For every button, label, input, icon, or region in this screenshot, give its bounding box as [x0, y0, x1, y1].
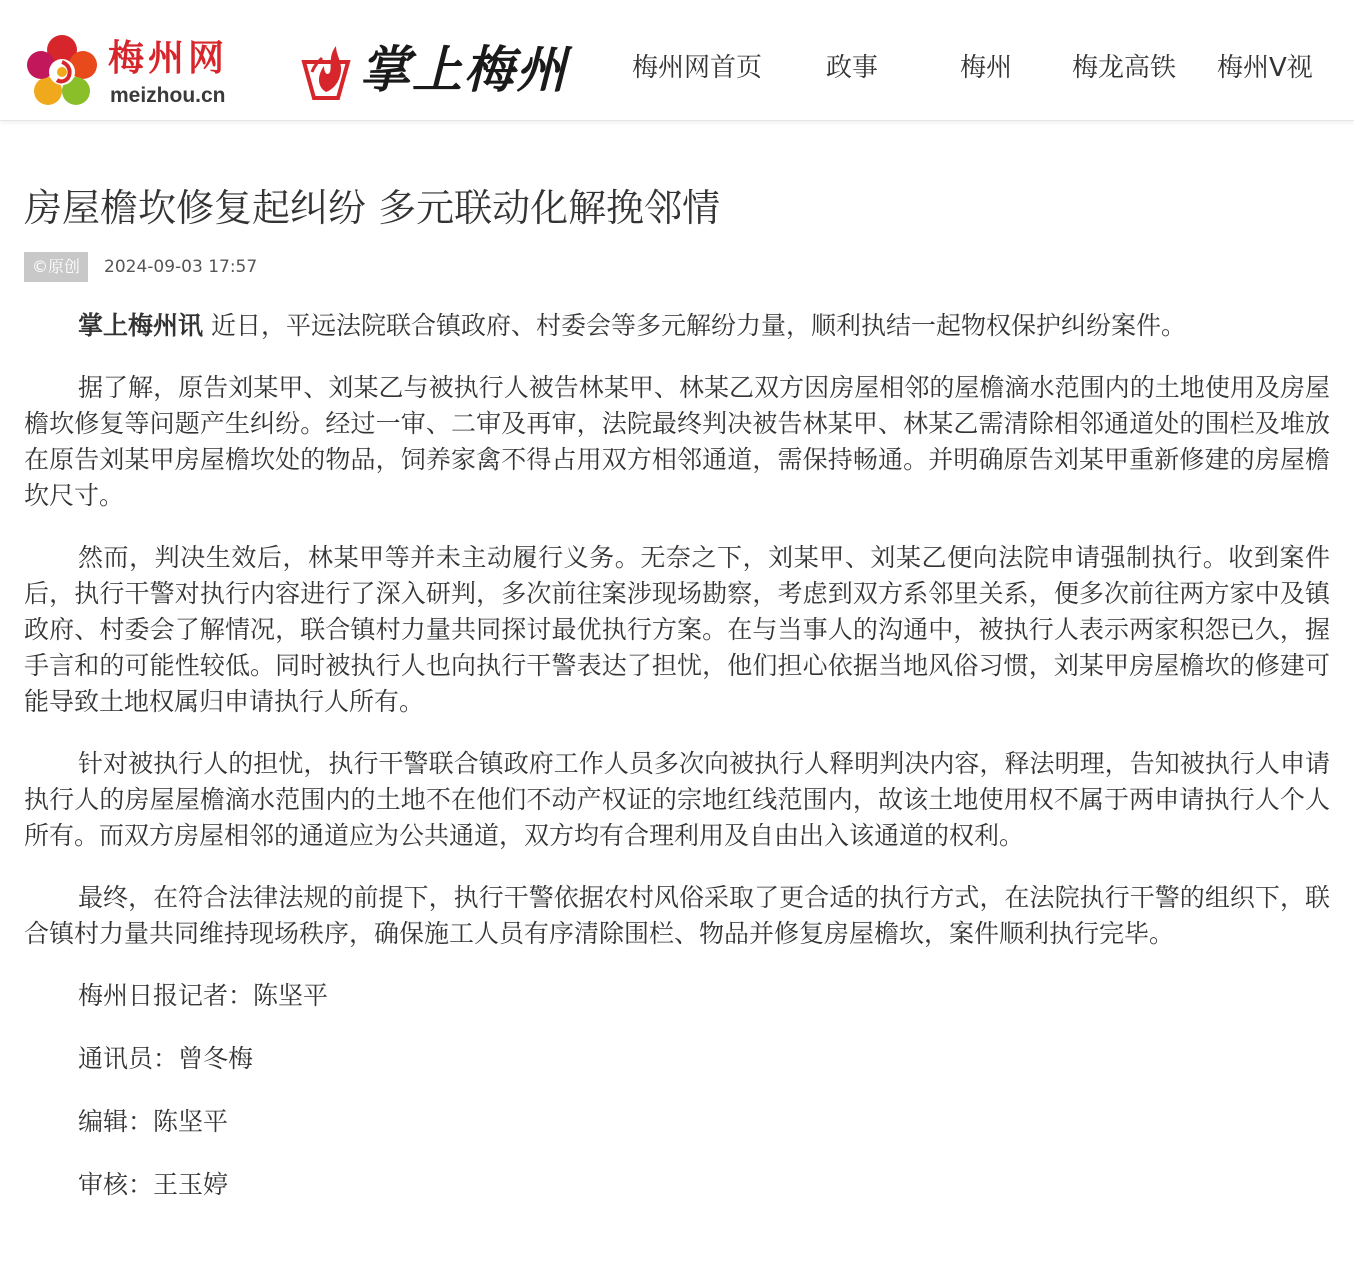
meizhou-logo[interactable] [24, 30, 254, 112]
meizhou-logo-name: 梅州网 [108, 37, 229, 79]
body-paragraph: 然而，判决生效后，林某甲等并未主动履行义务。无奈之下，刘某甲、刘某乙便向法院申请强制执行。收到案件后，执行干警对执行内容进行了深入研判，多次前往案涉现场勘察，考虑到双方系邻里关系，便多次前往两方家中及镇政府、村委会了解情况，联合镇村力量共同探讨最优执行方案。在与当事人的沟通中，被执行人表示两家积怨已久，握手言和的可能性较低。同时被执行人也向执行干警表达了担忧，他们担心依据当地风俗习惯，刘某甲房屋檐坎的修建可能导致土地权属归申请执行人所有。 [24, 543, 1330, 716]
credit-reporter: 梅州日报记者：陈坚平 [78, 981, 329, 1010]
body-paragraph: 据了解，原告刘某甲、刘某乙与被执行人被告林某甲、林某乙双方因房屋相邻的屋檐滴水范围内的土地使用及房屋檐坎修复等问题产生纠纷。经过一审、二审及再审，法院最终判决被告林某甲、林某乙需清除相邻通道处的围栏及堆放在原告刘某甲房屋檐坎处的物品，饲养家禽不得占用双方相邻通道，需保持畅通。并明确原告刘某甲重新修建的房屋檐坎尺寸。 [24, 373, 1330, 510]
nav-item-meilong-railway[interactable]: 梅龙高铁 [1072, 53, 1177, 83]
lead-paragraph [24, 308, 1330, 344]
article-body [24, 308, 1330, 1230]
body-paragraph: 针对被执行人的担忧，执行干警联合镇政府工作人员多次向被执行人释明判决内容，释法明理，告知被执行人申请执行人的房屋屋檐滴水范围内的土地不在他们不动产权证的宗地红线范围内，故该土地使用权不属于两申请执行人个人所有。而双方房屋相邻的通道应为公共通道，双方均有合理利用及自由出入该通道的权利。 [24, 749, 1330, 850]
original-badge: ©原创 [24, 252, 88, 282]
meizhou-logo-domain: meizhou.cn [110, 84, 226, 107]
article-title: 房屋檐坎修复起纠纷 多元联动化解挽邻情 [24, 186, 721, 230]
site-header [0, 0, 1354, 121]
flower-logo-icon [24, 34, 100, 110]
flame-logo-icon [298, 42, 354, 100]
lead-source: 掌上梅州讯 [78, 311, 204, 340]
credit-correspondent: 通讯员：曾冬梅 [78, 1044, 254, 1073]
credit-editor: 编辑：陈坚平 [78, 1107, 229, 1136]
zhangshang-meizhou-logo[interactable] [298, 36, 568, 106]
nav-item-meizhou-video[interactable]: 梅州V视 [1217, 53, 1313, 83]
body-paragraph: 最终，在符合法律法规的前提下，执行干警依据农村风俗采取了更合适的执行方式，在法院执行干警的组织下，联合镇村力量共同维持现场秩序，确保施工人员有序清除围栏、物品并修复房屋檐坎，案件顺利执行完毕。 [24, 883, 1330, 948]
publish-timestamp: 2024-09-03 17:57 [104, 257, 258, 277]
credit-reviewer: 审核：王玉婷 [78, 1170, 229, 1199]
nav-item-home[interactable]: 梅州网首页 [632, 53, 763, 83]
nav-item-meizhou[interactable]: 梅州 [960, 53, 1013, 83]
lead-text: 近日，平远法院联合镇政府、村委会等多元解纷力量，顺利执结一起物权保护纠纷案件。 [203, 311, 1186, 340]
nav-item-politics[interactable]: 政事 [826, 53, 879, 83]
zhangshang-meizhou-logo-name: 掌上梅州 [360, 40, 568, 99]
